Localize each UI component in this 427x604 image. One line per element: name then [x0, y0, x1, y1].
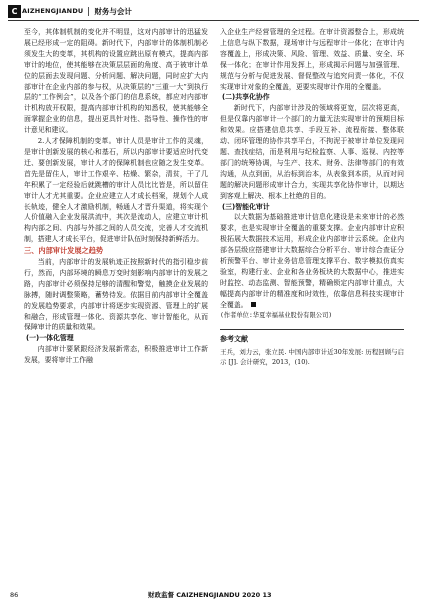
page-number: 86	[10, 591, 19, 599]
header-rule	[8, 20, 419, 21]
paragraph	[220, 212, 404, 310]
author-affiliation: (作者单位:华夏幸福基业股份有限公司)	[220, 311, 333, 319]
magazine-footer: 财政监督 CAIZHENGJIANDU 2020 13	[148, 591, 272, 599]
paragraph: 当前，内部审计的发展轨迹正按照新时代的指引稳步前行，然而，内部环境的瞬息万变时刻影响内部审计的发展之路，内部审计必须保持足够的清醒和警觉，触摸企业发展的脉搏，随时调整策略，蓄势待发。依据目前内部审计全覆盖的发展趋势要求，内部审计将逐步实现资源、管理上的扩展和融合，形成管理一体化、资源共享化、审计智能化，从而保障审计的质量和效果。	[24, 258, 208, 332]
page-header	[8, 4, 132, 18]
paragraph: 内部审计要紧跟经济发展新常态，积极推进审计工作新发展，要将审计工作融	[24, 345, 208, 365]
subsection-heading: (一)一体化管理	[26, 334, 74, 343]
magazine-brand: AIZHENGJIANDU	[22, 7, 84, 15]
paragraph: 2.人才保障机制的变革。审计人员是审计工作的灵魂，是审计创新发展的核心和基石，所以内部审计要适应时代变迁、要创新发展，审计人才的保障机制也应随之发生变革。首先是留住人，审计工作艰辛、枯燥、繁杂，清贫，干了几年积累了一定经验后就跳槽的审计人员比比皆是，所以留住审计人才尤其重要。企业应建立人才成长档案，规划个人成长轨迹，健全人才激励机制，畅通人才晋升渠道，将实现个人价值融入企业发展洪流中，其次是流动人，应建立审计机构内部之间、内部与外部之间的人员交流，完善人才交流机制，搭建人才成长平台，促进审计队伍时刻保持新鲜活力。	[24, 137, 208, 244]
paragraph: 入企业生产经营管理的全过程。在审计资源整合上，形成统上信息与纵下数据，现场审计与远程审计一体化；在审计内容覆盖上，形成决策、风险、管理、效益、质量、安全、环保一体化；在审计作用发挥上，形成揭示问题与加强管理、规范与分析与促进发展、督促整改与追究问责一体化，不仅实现审计对象的全覆盖，更要实现审计作用的全覆盖。	[220, 28, 404, 91]
reference-entry: 王兵，刘力云，张立民. 中国内部审计近30年发展: 历程回顾与启示 [J]. 会计研究，2013，(10).	[220, 348, 404, 367]
references-heading: 参考文献	[220, 329, 404, 345]
paragraph: 至今，其体制机制的变化并不明显，这对内部审计的迅猛发展已经形成一定的阻碍。新时代下，内部审计的体制机制必须发生大的变革，其机构的设置应跳出原有模式，提高内部审计的地位，使其能够在决策层层面的角度、高于被审计单位的层面去发现问题、分析问题、解决问题，同时应扩大内部审计在企业内部的参与权，从决策层的“三重一大”到执行层的“工作例会”，以及各个部门的信息系统，都应对内部审计机构放开权限，提高内部审计机构的知悉权，使其能够全面掌握企业的信息，提出更具针对性、指导性、操作性的审计意见和建议。	[24, 28, 208, 135]
subsection-heading: (二)共享化协作	[222, 93, 270, 102]
paragraph: 新时代下，内部审计涉及的领域将更宽，层次将更高，但是仅靠内部审计一个部门的力量无法实现审计的预期目标和效果。应搭建信息共享、手段互补、流程衔接、整体联动、闭环管理的协作共享平台，不拘泥于被审计单位发现问题、查找症结，而是利用与纪检监察、人事、巡视、内控等部门的统筹协调，与生产、技术、财务、法律等部门的有效沟通，从点到面，从治标到治本，从表象到本质，从而对问题的解决问题形成审计合力，实现共享化协作审计，以期达到客观上解决、根本上杜绝的目的。	[220, 104, 404, 200]
header-divider	[88, 7, 89, 16]
left-column	[24, 27, 208, 366]
magazine-logo-mark: C	[8, 5, 21, 18]
right-column	[220, 27, 404, 367]
section-title: 财务与会计	[94, 6, 132, 16]
end-mark-icon	[251, 302, 256, 307]
paragraph-text: 以大数据为基础推进审计信息化建设是未来审计的必然要求，也是实现审计全覆盖的重要支撑。企业内部审计应积极拓展大数据技术运用，形成企业内部审计云系统。企业内部各层级应搭建审计大数据综合分析平台、审计综合查证分析预警平台、审计业务信息管理支撑平台、数字模拟仿真实验室，构建行业、企业和各业务板块的大数据中心，推进实时监控、动态监测、智能预警，精确锁定内部审计重点，大幅提高内部审计的精准度和时效性，依靠信息科技实现审计全覆盖。	[220, 213, 404, 309]
section-heading: 三、内部审计发展之趋势	[24, 246, 104, 256]
subsection-heading: (三)智能化审计	[222, 202, 270, 211]
